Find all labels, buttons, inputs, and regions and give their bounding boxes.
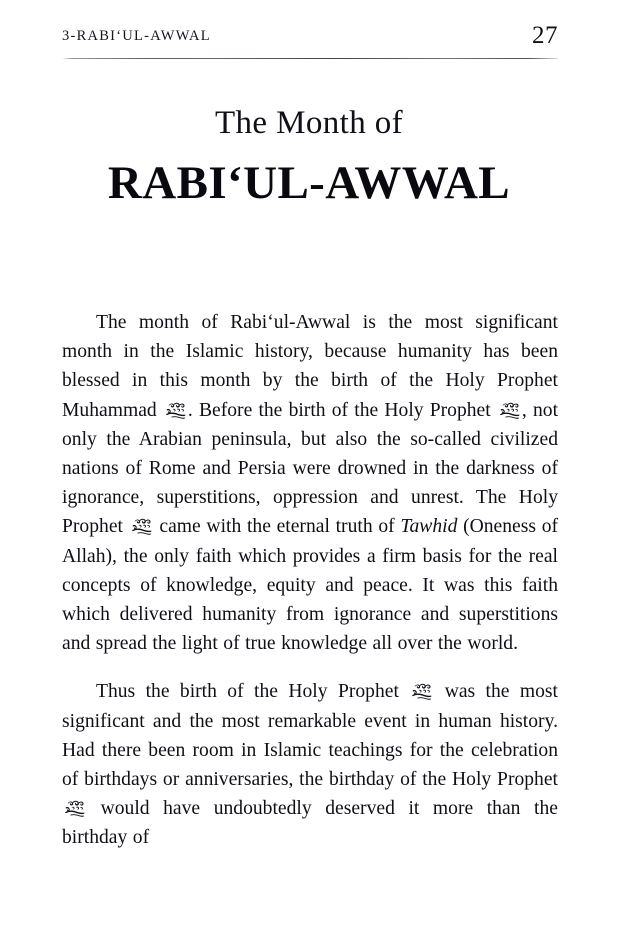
body-text-run: Thus the birth of the Holy Prophet	[96, 681, 410, 703]
body-text-run: , not only the Arabian peninsula, but also the so-called civilized nations of Rome and Persia were drowned in the darkness of ignorance, superstitions, oppression and unrest. The Holy Prophet	[62, 399, 559, 538]
paragraph-1	[62, 308, 558, 658]
body-text-run: was the most significant and the most remarkable event in human history. Had there been room in Islamic teachings for the celebration of birthdays or anniversaries, the birthday of the Holy Prophet	[62, 681, 558, 791]
header-rule-divider	[62, 58, 558, 59]
body-text-run: The month of Rabiʻul-Awwal is the most significant month in the Islamic history, because humanity has been blessed in this month by the birth of the Holy Prophet Muhammad	[62, 312, 558, 421]
page-number: 27	[532, 22, 558, 49]
salawat-icon	[499, 401, 520, 420]
body-text-run: . Before the birth of the Holy Prophet	[187, 399, 497, 421]
body-text-run: (Oneness of Allah), the only faith which provides a firm basis for the real concepts of knowledge, equity and peace. It was this faith which delivered humanity from ignorance and superstitions and spread the light of true knowledge all over the world.	[62, 516, 559, 655]
chapter-title-main: RABIʻUL-AWWAL	[107, 156, 511, 209]
salawat-icon	[131, 517, 152, 536]
salawat-icon	[165, 401, 186, 420]
running-head	[62, 22, 558, 52]
chapter-title-kicker: The Month of	[214, 105, 404, 141]
body-text-column	[62, 308, 558, 853]
body-text-run: would have undoubtedly deserved it more than the birthday of	[62, 798, 558, 849]
paragraph-2	[62, 677, 558, 852]
salawat-icon	[64, 799, 85, 818]
body-text-run: came with the eternal truth of	[153, 516, 401, 538]
salawat-icon	[411, 682, 432, 701]
chapter-title-block	[0, 104, 618, 212]
running-head-title: 3-RABIʻUL-AWWAL	[62, 28, 211, 44]
italic-term: Tawhid	[400, 516, 458, 538]
